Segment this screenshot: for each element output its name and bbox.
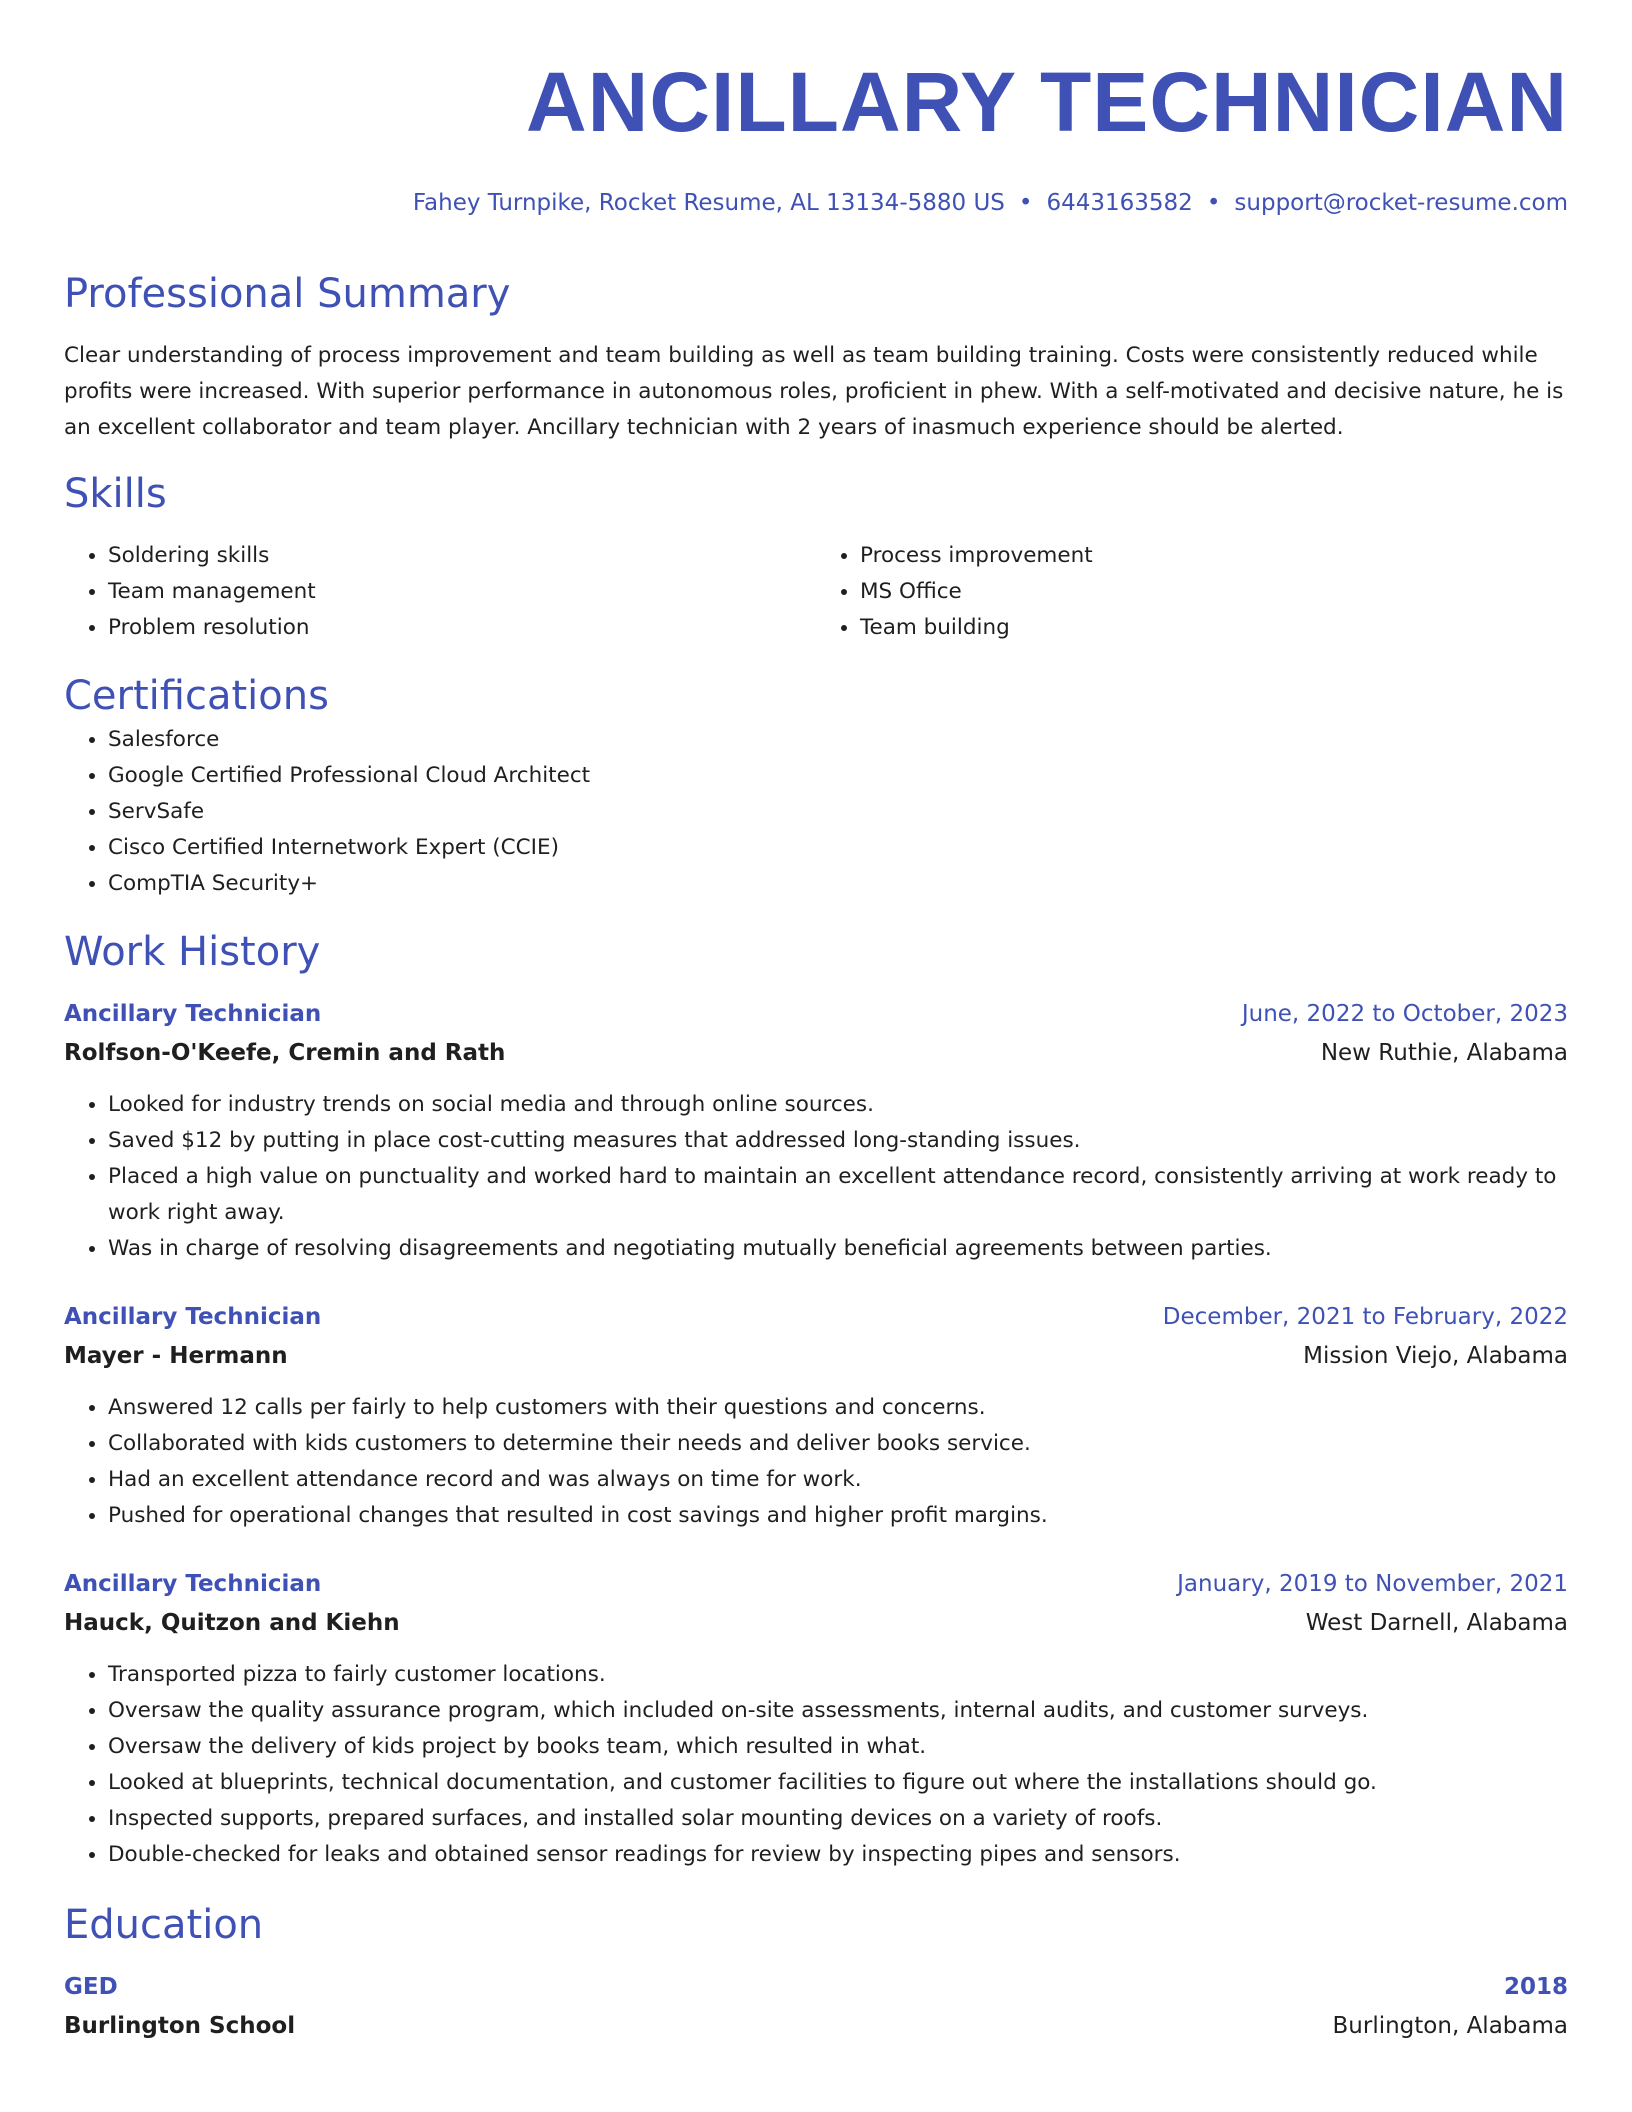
resume-header bbox=[64, 0, 1568, 218]
job-company-row bbox=[64, 1602, 1568, 1641]
job-location: West Darnell, Alabama bbox=[1305, 1610, 1568, 1636]
skill-item: • MS Office bbox=[860, 574, 1568, 610]
contact-phone[interactable]: 6443163582 bbox=[1046, 190, 1193, 216]
job-title: Ancillary Technician bbox=[64, 1571, 322, 1597]
job-bullet: • Had an excellent attendance record and was always on time for work. bbox=[108, 1462, 1568, 1498]
job-bullets bbox=[64, 1390, 1568, 1534]
certification-item: • ServSafe bbox=[108, 794, 1568, 830]
job-bullet: • Oversaw the delivery of kids project by books team, which resulted in what. bbox=[108, 1729, 1568, 1765]
education-entry bbox=[64, 1969, 1568, 2044]
job-dates: December, 2021 to February, 2022 bbox=[1162, 1304, 1568, 1330]
job-entry bbox=[64, 1566, 1568, 1873]
skills-list-right bbox=[816, 538, 1568, 646]
job-header-row bbox=[64, 1566, 1568, 1602]
certifications-heading: Certifications bbox=[64, 673, 329, 719]
job-bullet: • Double-checked for leaks and obtained sensor readings for review by inspecting pipes and sensors. bbox=[108, 1837, 1568, 1873]
job-location: Mission Viejo, Alabama bbox=[1303, 1343, 1568, 1369]
candidate-title: ANCILLARY TECHNICIAN bbox=[526, 55, 1568, 149]
summary-heading: Professional Summary bbox=[64, 271, 511, 317]
certifications-list bbox=[64, 722, 1568, 902]
job-entry bbox=[64, 1299, 1568, 1534]
contact-separator: • bbox=[1206, 190, 1221, 216]
job-company: Rolfson-O'Keefe, Cremin and Rath bbox=[64, 1040, 506, 1066]
skill-item: • Process improvement bbox=[860, 538, 1568, 574]
skills-grid bbox=[64, 538, 1568, 646]
job-bullet: • Collaborated with kids customers to determine their needs and deliver books service. bbox=[108, 1426, 1568, 1462]
job-company-row bbox=[64, 1032, 1568, 1071]
job-bullet: • Looked at blueprints, technical documentation, and customer facilities to figure out where the installations should go. bbox=[108, 1765, 1568, 1801]
certification-item: • Salesforce bbox=[108, 722, 1568, 758]
certification-item: • Google Certified Professional Cloud Architect bbox=[108, 758, 1568, 794]
job-title: Ancillary Technician bbox=[64, 1001, 322, 1027]
education-header-row bbox=[64, 1969, 1568, 2005]
contact-line bbox=[64, 188, 1568, 218]
contact-address: Fahey Turnpike, Rocket Resume, AL 13134-5880 US bbox=[412, 190, 1005, 216]
education-school: Burlington School bbox=[64, 2013, 296, 2039]
skills-heading: Skills bbox=[64, 471, 167, 517]
education-degree: GED bbox=[64, 1974, 118, 2000]
job-dates: June, 2022 to October, 2023 bbox=[1241, 1001, 1568, 1027]
education-school-row bbox=[64, 2005, 1568, 2044]
skills-list-left bbox=[64, 538, 816, 646]
summary-text: Clear understanding of process improvement and team building as well as team building training. Costs were consistently reduced while profits were increased. With superior performance in autonomous roles, proficient in phew. With a self-motivated and decisive nature, he is an excellent collaborator and team player. Ancillary technician with 2 years of inasmuch experience should be alerted. bbox=[64, 343, 1564, 440]
certification-item: • CompTIA Security+ bbox=[108, 866, 1568, 902]
job-bullets bbox=[64, 1657, 1568, 1873]
job-bullet: • Pushed for operational changes that resulted in cost savings and higher profit margins. bbox=[108, 1498, 1568, 1534]
skill-item: • Problem resolution bbox=[108, 610, 816, 646]
job-bullet: • Saved $12 by putting in place cost-cutting measures that addressed long-standing issues. bbox=[108, 1123, 1568, 1159]
job-bullets bbox=[64, 1087, 1568, 1267]
job-company: Mayer - Hermann bbox=[64, 1343, 288, 1369]
education-heading: Education bbox=[64, 1902, 264, 1948]
skill-item: • Team management bbox=[108, 574, 816, 610]
job-title: Ancillary Technician bbox=[64, 1304, 322, 1330]
skill-item: • Team building bbox=[860, 610, 1568, 646]
contact-separator: • bbox=[1018, 190, 1033, 216]
certification-item: • Cisco Certified Internetwork Expert (CCIE) bbox=[108, 830, 1568, 866]
job-bullet: • Answered 12 calls per fairly to help customers with their questions and concerns. bbox=[108, 1390, 1568, 1426]
job-location: New Ruthie, Alabama bbox=[1320, 1040, 1568, 1066]
skill-item: • Soldering skills bbox=[108, 538, 816, 574]
work-history-heading: Work History bbox=[64, 929, 321, 975]
job-bullet: • Looked for industry trends on social media and through online sources. bbox=[108, 1087, 1568, 1123]
contact-email[interactable]: support@rocket-resume.com bbox=[1234, 190, 1568, 216]
job-dates: January, 2019 to November, 2021 bbox=[1177, 1571, 1568, 1597]
job-header-row bbox=[64, 996, 1568, 1032]
job-bullet: • Transported pizza to fairly customer locations. bbox=[108, 1657, 1568, 1693]
job-bullet: • Inspected supports, prepared surfaces, and installed solar mounting devices on a variety of roofs. bbox=[108, 1801, 1568, 1837]
job-bullet: • Placed a high value on punctuality and worked hard to maintain an excellent attendance record, consistently arriving at work ready to work right away. bbox=[108, 1159, 1568, 1231]
job-bullet: • Oversaw the quality assurance program, which included on-site assessments, internal audits, and customer surveys. bbox=[108, 1693, 1568, 1729]
job-entry bbox=[64, 996, 1568, 1267]
education-year: 2018 bbox=[1503, 1974, 1568, 2000]
job-bullet: • Was in charge of resolving disagreements and negotiating mutually beneficial agreements between parties. bbox=[108, 1231, 1568, 1267]
job-header-row bbox=[64, 1299, 1568, 1335]
job-company: Hauck, Quitzon and Kiehn bbox=[64, 1610, 400, 1636]
education-location: Burlington, Alabama bbox=[1332, 2013, 1568, 2039]
job-company-row bbox=[64, 1335, 1568, 1374]
